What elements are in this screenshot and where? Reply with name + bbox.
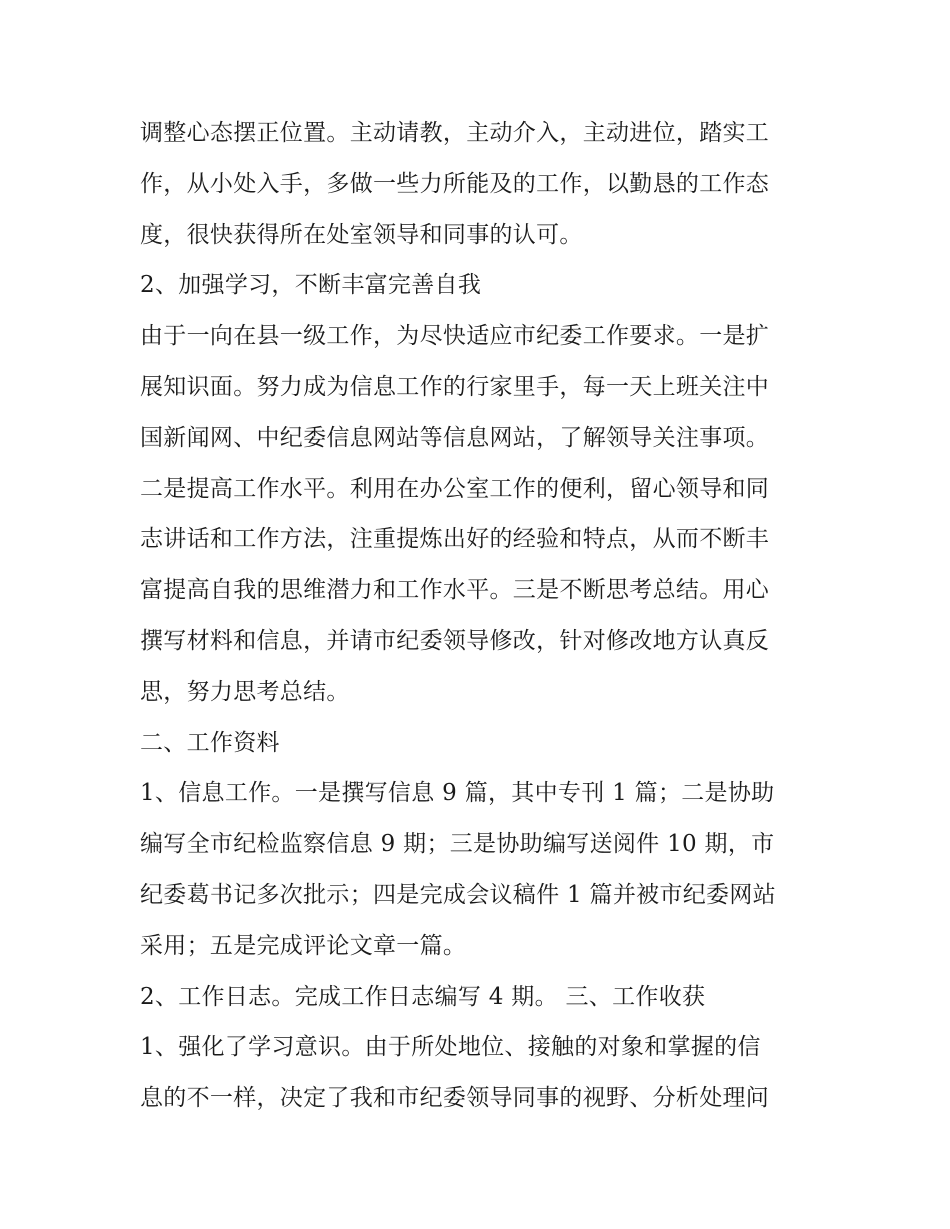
text-line-10: 富提高自我的思维潜力和工作水平。三是不断思考总结。用心 xyxy=(140,577,770,604)
text-line-16: 纪委葛书记多次批示；四是完成会议稿件 1 篇并被市纪委网站 xyxy=(140,881,776,908)
text-line-9: 志讲话和工作方法，注重提炼出好的经验和特点，从而不断丰 xyxy=(140,526,770,553)
section-heading-work-content: 二、工作资料 xyxy=(140,729,280,756)
document-body xyxy=(140,108,820,1124)
text-line-7: 国新闻网、中纪委信息网站等信息网站，了解领导关注事项。 xyxy=(140,424,770,451)
text-line-8: 二是提高工作水平。利用在办公室工作的便利，留心领导和同 xyxy=(140,475,770,502)
text-line-1: 调整心态摆正位置。主动请教，主动介入，主动进位，踏实工 xyxy=(140,120,770,146)
text-line-6: 展知识面。努力成为信息工作的行家里手，每一天上班关注中 xyxy=(140,373,770,400)
text-line-11: 撰写材料和信息，并请市纪委领导修改，针对修改地方认真反 xyxy=(140,627,770,654)
text-line-17: 采用；五是完成评论文章一篇。 xyxy=(140,932,467,959)
text-line-18: 2、工作日志。完成工作日志编写 4 期。 三、工作收获 xyxy=(140,983,706,1010)
text-line-15: 编写全市纪检监察信息 9 期；三是协助编写送阅件 10 期，市 xyxy=(140,831,775,858)
text-line-3: 度，很快获得所在处室领导和同事的认可。 xyxy=(140,221,583,248)
section-heading-strengthen-learning: 2、加强学习，不断丰富完善自我 xyxy=(140,272,482,299)
text-line-5: 由于一向在县一级工作，为尽快适应市纪委工作要求。一是扩 xyxy=(140,323,770,350)
text-line-20: 息的不一样，决定了我和市纪委领导同事的视野、分析处理问 xyxy=(140,1085,770,1112)
text-line-14: 1、信息工作。一是撰写信息 9 篇，其中专刊 1 篇；二是协助 xyxy=(140,780,775,807)
text-line-19: 1、强化了学习意识。由于所处地位、接触的对象和掌握的信 xyxy=(140,1034,761,1061)
text-line-2: 作，从小处入手，多做一些力所能及的工作，以勤恳的工作态 xyxy=(140,170,770,197)
text-line-12: 思，努力思考总结。 xyxy=(140,678,350,705)
